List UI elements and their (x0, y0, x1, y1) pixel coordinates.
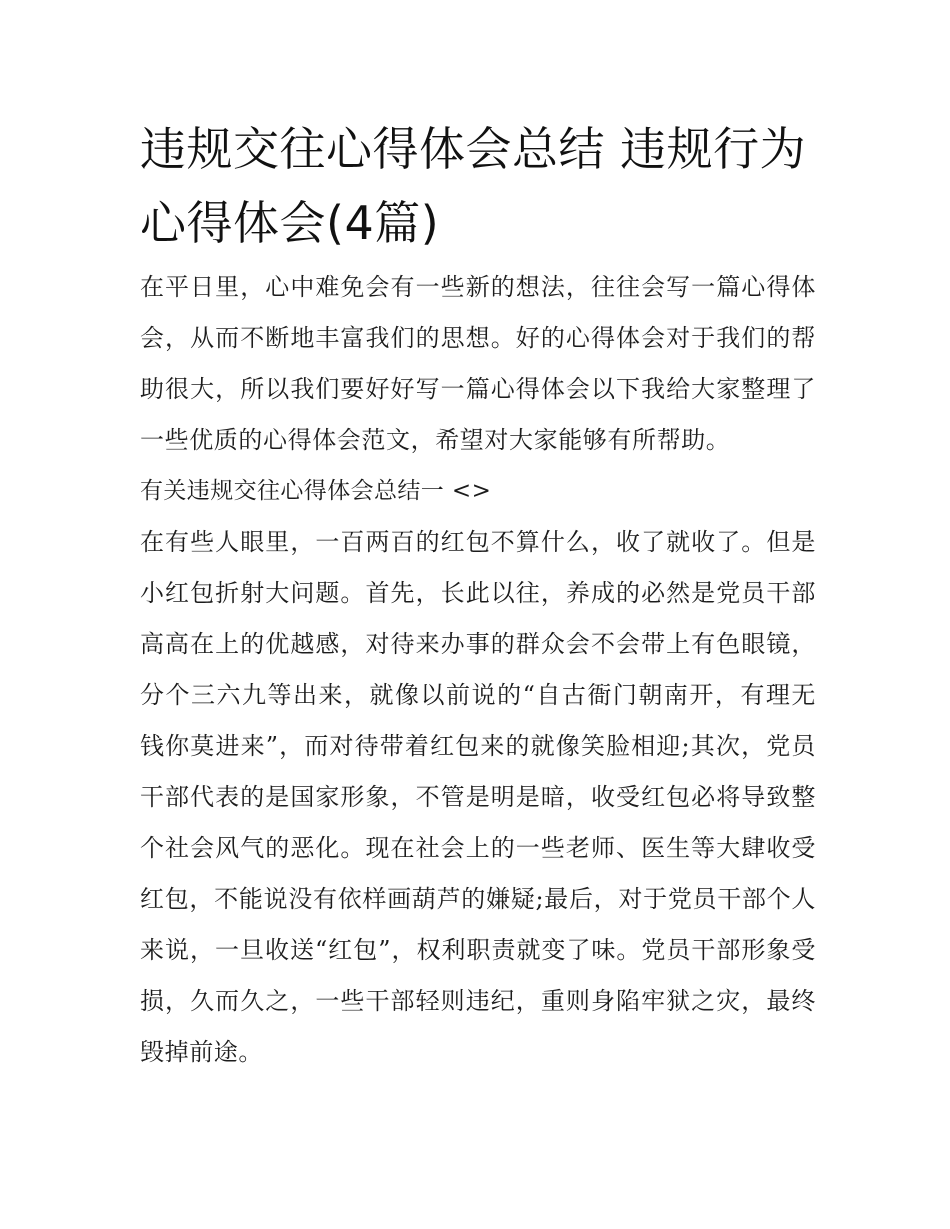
intro-paragraph: 在平日里，心中难免会有一些新的想法，往往会写一篇心得体会，从而不断地丰富我们的思想。好的心得体会对于我们的帮助很大，所以我们要好好写一篇心得体会以下我给大家整理了一些优质的心得体会范文，希望对大家能够有所帮助。 (140, 273, 816, 454)
section-heading: 有关违规交往心得体会总结一 <> (140, 478, 492, 504)
document-title: 违规交往心得体会总结 违规行为心得体会(4篇) (140, 122, 807, 250)
document-content (140, 112, 816, 1078)
section-body-paragraph: 在有些人眼里，一百两百的红包不算什么，收了就收了。但是小红包折射大问题。首先，长此以往，养成的必然是党员干部高高在上的优越感，对待来办事的群众会不会带上有色眼镜，分个三六九等出来，就像以前说的“自古衙门朝南开，有理无钱你莫进来”，而对待带着红包来的就像笑脸相迎;其次，党员干部代表的是国家形象，不管是明是暗，收受红包必将导致整个社会风气的恶化。现在社会上的一些老师、医生等大肆收受红包，不能说没有依样画葫芦的嫌疑;最后，对于党员干部个人来说，一旦收送“红包”，权利职责就变了味。党员干部形象受损，久而久之，一些干部轻则违纪，重则身陷牢狱之灾，最终毁掉前途。 (140, 528, 816, 1066)
